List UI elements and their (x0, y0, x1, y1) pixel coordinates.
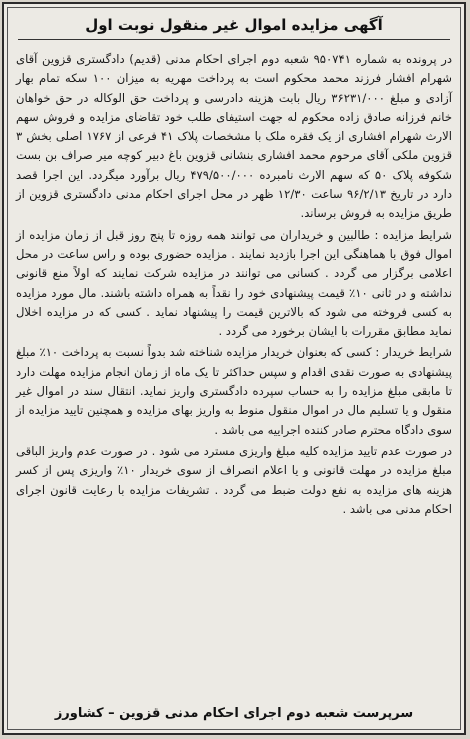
notice-signature: سرپرست شعبه دوم اجرای احکام مدنی قزوین – کشاورز (54, 706, 414, 721)
auction-notice (2, 2, 466, 735)
notice-body (16, 50, 452, 519)
notice-paragraph-refund: در صورت عدم تایید مزایده کلیه مبلغ واریزی مسترد می شود . در صورت عدم واریز الباقی مبلغ مزایده در مهلت قانونی و یا اعلام انصراف از سوی خریدار ۱۰٪ واریزی پس از کسر هزینه های مزایده به نفع دولت ضبط می گردد . تشریفات مزایده با رعایت قانون اجرای احکام مدنی می باشد . (16, 443, 452, 516)
notice-paragraph-case: در پرونده به شماره ۹۵۰۷۴۱ شعبه دوم اجرای احکام مدنی (قدیم) دادگستری قزوین آقای شهرام افشار فرزند محمد محکوم است به پرداخت مهریه به میزان ۱۰۰ سکه تمام بهار آزادی و مبلغ ۳۶۲۳۱/۰۰۰ ریال بابت هزینه دادرسی و پرداخت حق الوکاله در حق خواهان خانم فرزانه صادق زاده محکوم له جهت استیفای طلب خود تقاضای مزایده و فروش سهم الارث شهرام افشاری از یک فقره ملک با مشخصات پلاک ۴۱ فرعی از ۱۷۶۷ اصلی بخش ۳ قزوین ملکی آقای مرحوم محمد افشاری بنشانی قزوین باغ دبیر کوچه میر صراف بن بست شکوفه پلاک ۵۰ که سهم الارث نامبرده ۴۷۹/۵۰۰/۰۰۰ ریال برآورد میگردد. این اجرا قصد دارد در تاریخ ۹۶/۲/۱۳ ساعت ۱۲/۳۰ ظهر در محل اجرای احکام مدنی دادگستری قزوین از طریق مزایده به فروش برساند. (16, 52, 452, 221)
notice-paragraph-auction-terms: شرایط مزایده : طالبین و خریداران می توانند همه روزه تا پنج روز قبل از زمان مزایده از اموال فوق با هماهنگی این اجرا بازدید نمایند . مزایده حضوری بوده و راس ساعت در محل اعلامی برگزار می گردد . کسانی می توانند در مزایده شرکت نمایند که اولاً منع قانونی نداشته و در ثانی ۱۰٪ قیمت پیشنهادی خود را نقداً به همراه داشته باشند. مال مورد مزایده به کسی فروخته می شود که بالاترین قیمت را پیشنهاد نماید . کسی که در مزایده اخلال نماید مطابق مقررات با ایشان برخورد می گردد . (16, 227, 452, 339)
notice-title: آگهی مزایده اموال غیر منقول نوبت اول (18, 13, 450, 40)
notice-paragraph-buyer-terms: شرایط خریدار : کسی که بعنوان خریدار مزایده شناخته شد بدواً نسبت به پرداخت ۱۰٪ مبلغ پیشنهادی به صورت نقدی اقدام و سپس حداکثر تا یک ماه از زمان انجام مزایده مهلت دارد تا مابقی مبلغ مزایده را به حساب سپرده دادگستری واریز نماید. انتقال سند در اموال غیر منقول و یا تسلیم مال در اموال منقول منوط به واریز بهای مزایده و همچنین تایید مزایده از سوی دادگاه محترم صادر کننده اجراییه می باشد . (16, 345, 452, 437)
